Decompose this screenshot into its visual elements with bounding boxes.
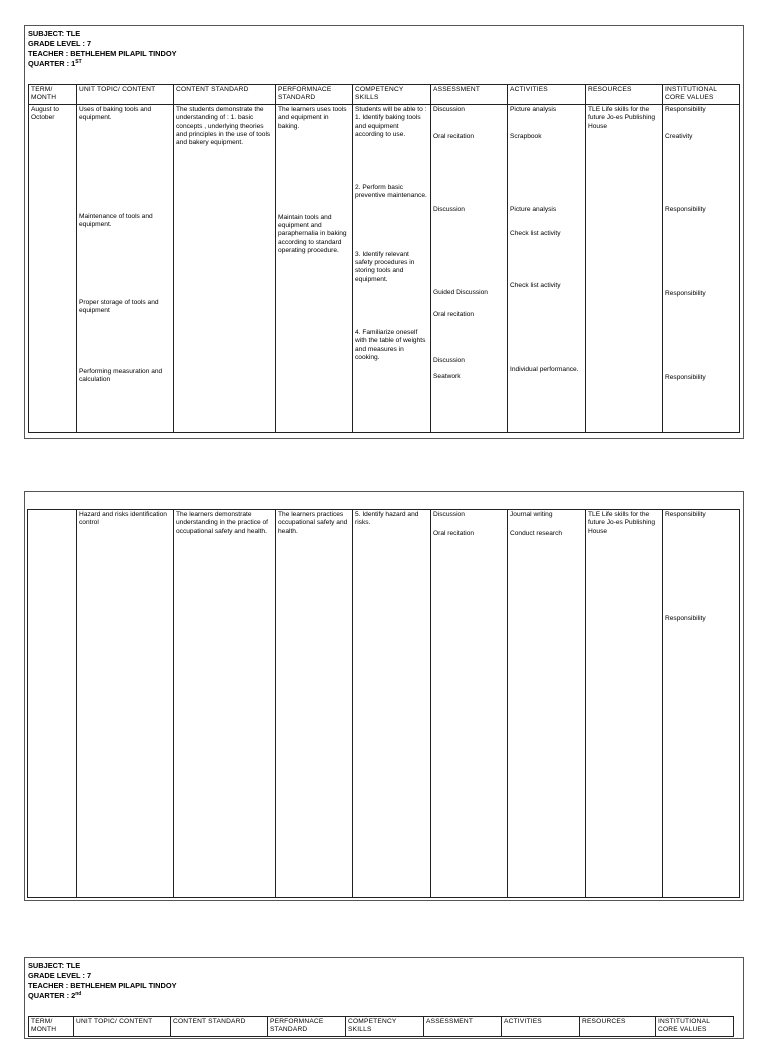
col-header: PERFORMNACE STANDARD bbox=[268, 1017, 346, 1037]
table-row bbox=[28, 510, 740, 898]
values-cell: Responsibility Responsibility bbox=[663, 510, 740, 898]
term-cell bbox=[28, 510, 77, 898]
col-header: TERM/ MONTH bbox=[29, 1017, 74, 1037]
curriculum-table-q2 bbox=[28, 1016, 734, 1037]
col-header: PERFORMNACE STANDARD bbox=[276, 85, 353, 105]
col-header: TERM/ MONTH bbox=[29, 85, 77, 105]
values-cell: Responsibility Creativity Responsibility Responsibility Responsibility bbox=[663, 105, 740, 433]
assessment-cell: Discussion Oral recitation Discussion Guided Discussion Oral recitation Discussion Seatwork bbox=[431, 105, 508, 433]
quarter-line: QUARTER : 1ST bbox=[28, 59, 82, 68]
subject-line: SUBJECT: TLE bbox=[28, 961, 81, 970]
col-header: RESOURCES bbox=[586, 85, 663, 105]
col-header: CONTENT STANDARD bbox=[174, 85, 276, 105]
col-header: ACTIVITIES bbox=[502, 1017, 580, 1037]
teacher-line: TEACHER : BETHLEHEM PILAPIL TINDOY bbox=[28, 49, 177, 58]
page-quarter-1 bbox=[24, 25, 744, 439]
competency-cell: 5. Identify hazard and risks. bbox=[353, 510, 431, 898]
activities-cell: Journal writing Conduct research bbox=[508, 510, 586, 898]
activities-cell: Picture analysis Scrapbook Picture analysis Check list activity Check list activity Individual performance. bbox=[508, 105, 586, 433]
col-header: INSTITUTIONAL CORE VALUES bbox=[656, 1017, 734, 1037]
table-row bbox=[29, 105, 740, 433]
curriculum-table-q1-continued bbox=[27, 509, 740, 898]
performance-cell: The learners practices occupational safety and health. bbox=[276, 510, 353, 898]
header-row bbox=[29, 1017, 734, 1037]
grade-level-line: GRADE LEVEL : 7 bbox=[28, 971, 92, 980]
col-header: UNIT TOPIC/ CONTENT bbox=[77, 85, 174, 105]
topic-cell: Uses of baking tools and equipment. Maintenance of tools and equipment. Proper storage of tools and equipment Performing measuration and calculation bbox=[77, 105, 174, 433]
performance-cell: The learners uses tools and equipment in baking. Maintain tools and equipment and paraphernalia in baking according to standard operating procedure. bbox=[276, 105, 353, 433]
content-standard-cell: The learners demonstrate understanding in the practice of occupational safety and health. bbox=[174, 510, 276, 898]
grade-level-line: GRADE LEVEL : 7 bbox=[28, 39, 92, 48]
topic-cell: Hazard and risks identification control bbox=[77, 510, 174, 898]
competency-cell: Students will be able to : 1. Identify baking tools and equipment according to use. 2. Perform basic preventive maintenance. 3. Identify relevant safety procedures in storing tools and equipment. 4. Familiarize oneself with the table of weights and measures in cooking. bbox=[353, 105, 431, 433]
subject-line: SUBJECT: TLE bbox=[28, 29, 81, 38]
col-header: RESOURCES bbox=[580, 1017, 656, 1037]
content-standard-cell: The students demonstrate the understanding of : 1. basic concepts , underlying theories and principles in the use of tools and bakery equipment. bbox=[174, 105, 276, 433]
curriculum-table-q1 bbox=[28, 84, 740, 433]
col-header: COMPETENCY SKILLS bbox=[353, 85, 431, 105]
assessment-cell: Discussion Oral recitation bbox=[431, 510, 508, 898]
header-row bbox=[29, 85, 740, 105]
resources-cell: TLE Life skills for the future Jo-es Publishing House bbox=[586, 105, 663, 433]
col-header: ASSESSMENT bbox=[424, 1017, 502, 1037]
col-header: ACTIVITIES bbox=[508, 85, 586, 105]
page-header bbox=[25, 958, 743, 1001]
teacher-line: TEACHER : BETHLEHEM PILAPIL TINDOY bbox=[28, 981, 177, 990]
term-cell: August to October bbox=[29, 105, 77, 433]
col-header: ASSESSMENT bbox=[431, 85, 508, 105]
resources-cell: TLE Life skills for the future Jo-es Publishing House bbox=[586, 510, 663, 898]
page-quarter-2 bbox=[24, 957, 744, 1039]
quarter-line: QUARTER : 2nd bbox=[28, 991, 82, 1000]
page-quarter-1-continued bbox=[24, 491, 744, 901]
col-header: COMPETENCY SKILLS bbox=[346, 1017, 424, 1037]
col-header: UNIT TOPIC/ CONTENT bbox=[74, 1017, 171, 1037]
col-header: INSTITUTIONAL CORE VALUES bbox=[663, 85, 740, 105]
page-header bbox=[25, 26, 743, 69]
col-header: CONTENT STANDARD bbox=[171, 1017, 268, 1037]
